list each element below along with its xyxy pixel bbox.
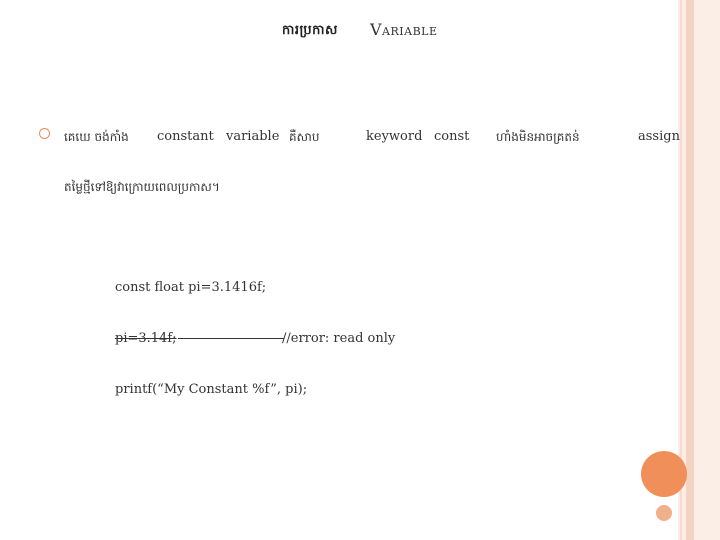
slide-title-khmer: ការប្រកាស [282,23,338,38]
bullet-icon [39,128,50,139]
connector-line [178,338,284,339]
text-keyword: keyword [366,129,423,144]
code-line-3: printf(“My Constant %f”, pi); [115,382,308,397]
text-variable: variable [226,129,280,144]
decor-stripe [678,0,720,540]
code-line-1: const float pi=3.1416f; [115,280,267,295]
text-khmer-line2: តម្លៃថ្មីទៅឱ្យវាក្រោយពេលប្រកាស។ [64,180,220,194]
code-line-2-comment: //error: read only [282,331,396,346]
text-assign: assign [638,129,680,144]
code-line-2-struck: pi=3.14f; [115,331,177,346]
decor-stripe-inner [686,0,694,540]
text-khmer-1: គេឃេ ចង់កាំង [64,130,129,144]
text-constant: constant [157,129,214,144]
decor-circle-large [641,451,687,497]
text-const: const [434,129,470,144]
slide-title: Variable [370,20,438,39]
decor-circle-small [656,505,672,521]
text-khmer-2: គឺសាប [289,130,320,144]
text-khmer-3: ហាំងមិនអាចគ្រតន់ [496,130,580,144]
